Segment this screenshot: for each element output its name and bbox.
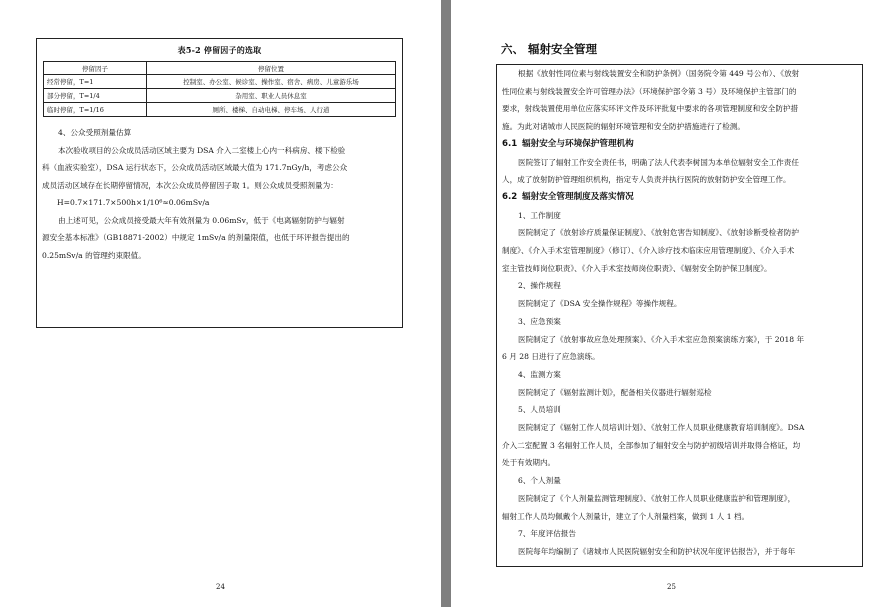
page-left [0, 0, 441, 607]
text-line: 医院制定了《放射诊疗质量保证制度》、《放射危害告知制度》、《放射诊断受检者防护 [518, 228, 799, 238]
table-header-row [44, 62, 396, 75]
page-number: 24 [216, 583, 225, 591]
text-line: 6 月 28 日进行了应急演练。 [502, 352, 600, 362]
table-row [44, 75, 396, 89]
item-title: 2、操作规程 [518, 281, 561, 291]
text-line: 医院制定了《辐射监测计划》，配备相关仪器进行辐射巡检 [518, 387, 712, 397]
item-title: 6、个人剂量 [518, 476, 561, 486]
table-header-cell: 停留因子 [44, 62, 147, 75]
text-line: 室主管技师岗位职责》、《介入手术室技师岗位职责》、《辐射安全防护保卫制度》。 [502, 263, 772, 273]
text-line: 医院签订了辐射工作安全责任书，明确了法人代表李树国为本单位辐射安全工作责任 [518, 157, 799, 167]
content-frame-right [496, 64, 863, 567]
item-title: 4、监测方案 [518, 369, 561, 379]
section-title: 辐射安全与环境保护管理机构 [522, 138, 634, 149]
dose-formula: H=0.7×171.7×500h×1/10⁶≈0.06mSv/a [57, 198, 210, 207]
section-heading: 4、公众受照剂量估算 [58, 128, 132, 137]
section-number: 6.1 [502, 138, 518, 149]
page-number: 25 [667, 583, 676, 591]
content-frame-left [36, 38, 403, 328]
text-line: 由上述可见，公众成员接受最大年有效剂量为 0.06mSv，低于《电离辐射防护与辐射 [58, 215, 345, 225]
table-cell: 控制室、办公室、候诊室、操作室、宿舍、病房、儿童游乐场 [147, 75, 396, 89]
text-line: 医院制定了《辐射工作人员培训计划》、《放射工作人员职业健康教育培训制度》。DSA [518, 423, 805, 433]
text-line: 施。为此对诸城市人民医院的辐射环境管理和安全防护措施进行了检测。 [502, 122, 745, 132]
text-line: 源安全基本标准》（GB18871-2002）中规定 1mSv/a 的剂量限值，也低于环评报告提出的 [42, 233, 350, 242]
table-header-cell: 停留位置 [147, 62, 396, 75]
text-line: 成员活动区域存在长期停留情况，本次公众成员停留因子取 1。则公众成员受照剂量为： [42, 180, 338, 190]
stay-factor-table [43, 61, 396, 117]
text-line: 医院制定了《DSA 安全操作规程》等操作规程。 [518, 299, 682, 309]
item-title: 7、年度评估报告 [518, 529, 576, 539]
chapter-heading: 六、 辐射安全管理 [501, 42, 598, 56]
table-cell: 临时停留，T=1/16 [44, 103, 147, 117]
text-line: 性同位素与射线装置安全许可管理办法》（环境保护部令第 3 号）及环境保护主管部门的 [502, 86, 797, 96]
table-cell: 杂用室、职业人员休息室 [147, 89, 396, 103]
table-cell: 部分停留，T=1/4 [44, 89, 147, 103]
text-line: 医院制定了《放射事故应急处理预案》、《介入手术室应急预案演练方案》，于 2018 年 [518, 334, 805, 344]
item-title: 1、工作制度 [518, 210, 561, 220]
text-line: 辐射工作人员均佩戴个人剂量计，建立了个人剂量档案，做到 1 人 1 档。 [502, 511, 750, 521]
text-line: 要求，射线装置使用单位应落实环评文件及环评批复中要求的各项管理制度和安全防护措 [502, 104, 799, 114]
text-line: 科（血液实验室），DSA 运行状态下，公众成员活动区域最大值为 171.7nGy/h，考虑公众 [42, 163, 348, 172]
item-title: 5、人员培训 [518, 405, 561, 415]
item-title: 3、应急预案 [518, 316, 561, 326]
text-line: 人，成了放射防护管理组织机构，指定专人负责并执行医院的放射防护安全管理工作。 [502, 175, 791, 185]
section-heading-6-2 [497, 189, 862, 207]
table-row [44, 89, 396, 103]
text-line: 医院制定了《个人剂量监测管理制度》、《放射工作人员职业健康监护和管理制度》， [518, 493, 796, 503]
page-right [451, 0, 892, 607]
table-row [44, 103, 396, 117]
section-heading-6-1 [497, 136, 862, 154]
text-line: 制度》、《介入手术室管理制度》（修订）、《介入诊疗技术临床应用管理制度》、《介入手术 [502, 246, 795, 256]
section-title: 辐射安全管理制度及落实情况 [522, 191, 634, 202]
text-line: 医院每年均编制了《诸城市人民医院辐射安全和防护状况年度评估报告》，并于每年 [518, 546, 796, 556]
table-cell: 经常停留，T=1 [44, 75, 147, 89]
table-cell: 厕所、楼梯、自动电梯、停车场、人行道 [147, 103, 396, 117]
text-line: 处于有效期内。 [502, 458, 556, 468]
text-line: 本次验收项目的公众成员活动区域主要为 DSA 介入二室楼上心内一科病房、楼下检验 [58, 145, 346, 155]
text-line: 0.25mSv/a 的管理约束限值。 [42, 250, 146, 260]
text-line: 根据《放射性同位素与射线装置安全和防护条例》（国务院令第 449 号公布）、《放射 [518, 69, 800, 78]
text-line: 介入二室配置 3 名辐射工作人员，全部参加了辐射安全与防护初级培训并取得合格证，均 [502, 440, 801, 450]
section-number: 6.2 [502, 191, 518, 202]
table-caption: 表5-2 停留因子的选取 [177, 45, 262, 55]
